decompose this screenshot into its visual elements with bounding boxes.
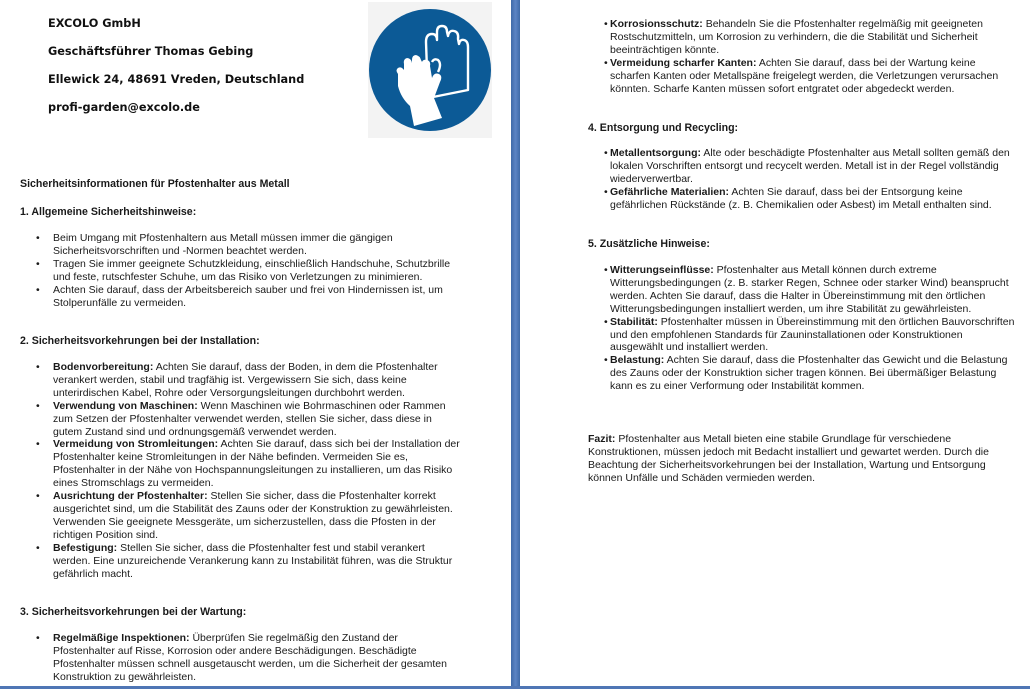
company-email: profi-garden@excolo.de xyxy=(48,101,200,114)
section-3-heading: 3. Sicherheitsvorkehrungen bei der Wartung: xyxy=(20,606,247,618)
section-4-heading: 4. Entsorgung und Recycling: xyxy=(588,122,739,134)
list-item: • Witterungseinflüsse: Pfostenhalter aus Metall können durch extreme Witterungsbedingungen (z. B. starker Regen, Schnee oder starker Wind) beansprucht werden. Achten Sie darauf, dass die Halter in Übereinstimmung mit den örtlichen Witterungsbedingungen installiert werden, um ihre Stabilität zu gewährleisten. xyxy=(588,264,1018,316)
conclusion-label: Fazit: xyxy=(588,433,616,445)
document-title: Sicherheitsinformationen für Pfostenhalter aus Metall xyxy=(20,178,290,190)
list-item: • Belastung: Achten Sie darauf, dass die Pfostenhalter das Gewicht und die Belastung des Zauns oder der Konstruktion sicher tragen können. Bei übermäßiger Belastung kann es zu einer Verformung oder Instabilität kommen. xyxy=(588,354,1018,393)
list-item: • Regelmäßige Inspektionen: Überprüfen Sie regelmäßig den Zustand der Pfostenhalter auf Risse, Korrosion oder andere Beschädigungen. Beschädigte Pfostenhalter müssen schnell ausgetauscht werden, um die Sicherheit der gesamten Konstruktion zu gewährleisten. xyxy=(20,632,460,684)
list-item: • Befestigung: Stellen Sie sicher, dass die Pfostenhalter fest und stabil verankert werden. Eine unzureichende Verankerung kann zu Instabilität führen, was die Struktur gefährlich macht. xyxy=(20,542,460,581)
list-item: • Ausrichtung der Pfostenhalter: Stellen Sie sicher, dass die Pfostenhalter korrekt ausgerichtet sind, um die Stabilität des Zauns oder der Konstruktion zu gewährleisten. Verwenden Sie geeignete Messgeräte, um sicherzustellen, dass die Pfosten in der richtigen Position sind. xyxy=(20,490,460,542)
managing-director: Geschäftsführer Thomas Gebing xyxy=(48,45,254,58)
protective-gloves-icon xyxy=(368,2,492,138)
list-item: • Vermeidung scharfer Kanten: Achten Sie darauf, dass bei der Wartung keine scharfen Kanten oder Metallspäne freigelegt werden, die Verletzungen verursachen könnten. Scharfe Kanten müssen sofort entgratet oder abgedeckt werden. xyxy=(588,57,1018,96)
company-address: Ellewick 24, 48691 Vreden, Deutschland xyxy=(48,73,305,86)
section-3-list-part1 xyxy=(20,632,460,684)
list-item: • Vermeidung von Stromleitungen: Achten Sie darauf, dass sich bei der Installation der Pfostenhalter keine Stromleitungen in der Nähe befinden. Vermeiden Sie es, Pfostenhalter in der Nähe von Hochspannungsleitungen zu installieren, um das Risiko eines Stromschlags zu vermeiden. xyxy=(20,438,460,490)
section-2-heading: 2. Sicherheitsvorkehrungen bei der Installation: xyxy=(20,335,260,347)
section-1-list xyxy=(20,232,460,309)
list-item: • Tragen Sie immer geeignete Schutzkleidung, einschließlich Handschuhe, Schutzbrille und feste, rutschfester Schuhe, um das Risiko von Verletzungen zu minimieren. xyxy=(20,258,460,284)
section-4-list xyxy=(588,147,1018,212)
section-5-list xyxy=(588,264,1018,393)
list-item: • Achten Sie darauf, dass der Arbeitsbereich sauber und frei von Hindernissen ist, um Stolperunfälle zu vermeiden. xyxy=(20,284,460,310)
list-item: • Korrosionsschutz: Behandeln Sie die Pfostenhalter regelmäßig mit geeigneten Rostschutzmitteln, um Korrosion zu verhindern, die die Stabilität und Sicherheit beeinträchtigen könnte. xyxy=(588,18,1018,57)
protective-gloves-sign xyxy=(368,2,492,138)
list-item: • Gefährliche Materialien: Achten Sie darauf, dass bei der Entsorgung keine gefährlichen Rückstände (z. B. Chemikalien oder Asbest) im Metall enthalten sind. xyxy=(588,186,1018,212)
list-item: • Bodenvorbereitung: Achten Sie darauf, dass der Boden, in dem die Pfostenhalter verankert werden, stabil und tragfähig ist. Vergewissern Sie sich, dass keine unterirdischen Kabel, Rohre oder Versorgungsleitungen durchbohrt werden. xyxy=(20,361,460,400)
section-3-list-part2 xyxy=(588,18,1018,95)
list-item: • Verwendung von Maschinen: Wenn Maschinen wie Bohrmaschinen oder Rammen zum Setzen der Pfostenhalter verwendet werden, stellen Sie sicher, dass diese in gutem Zustand sind und ordnungsgemäß verwendet werden. xyxy=(20,400,460,439)
document-page-right xyxy=(520,0,1030,686)
letterhead xyxy=(48,17,304,129)
list-item: • Metallentsorgung: Alte oder beschädigte Pfostenhalter aus Metall sollten gemäß den lokalen Vorschriften entsorgt und recycelt werden. Metall ist in der Regel vollständig wiederverwertbar. xyxy=(588,147,1018,186)
list-item: • Stabilität: Pfostenhalter müssen in Übereinstimmung mit den örtlichen Bauvorschriften und den empfohlenen Standards für Zauninstallationen oder Konstruktionen ausgewählt und installiert werden. xyxy=(588,316,1018,355)
section-1-heading: 1. Allgemeine Sicherheitshinweise: xyxy=(20,206,197,218)
page-divider xyxy=(511,0,520,689)
document-page-left xyxy=(0,0,511,686)
company-name: EXCOLO GmbH xyxy=(48,17,141,30)
section-2-list xyxy=(20,361,460,580)
list-item: • Beim Umgang mit Pfostenhaltern aus Metall müssen immer die gängigen Sicherheitsvorschriften und -Normen beachtet werden. xyxy=(20,232,460,258)
conclusion-text: Pfostenhalter aus Metall bieten eine stabile Grundlage für verschiedene Konstruktionen, müssen jedoch mit Bedacht installiert und gewartet werden. Durch die Beachtung der Sicherheitsvorkehrungen bei der Installation, Wartung und Entsorgung können Unfälle und Schäden vermieden werden. xyxy=(588,433,989,484)
conclusion xyxy=(588,433,1008,485)
section-5-heading: 5. Zusätzliche Hinweise: xyxy=(588,238,710,250)
